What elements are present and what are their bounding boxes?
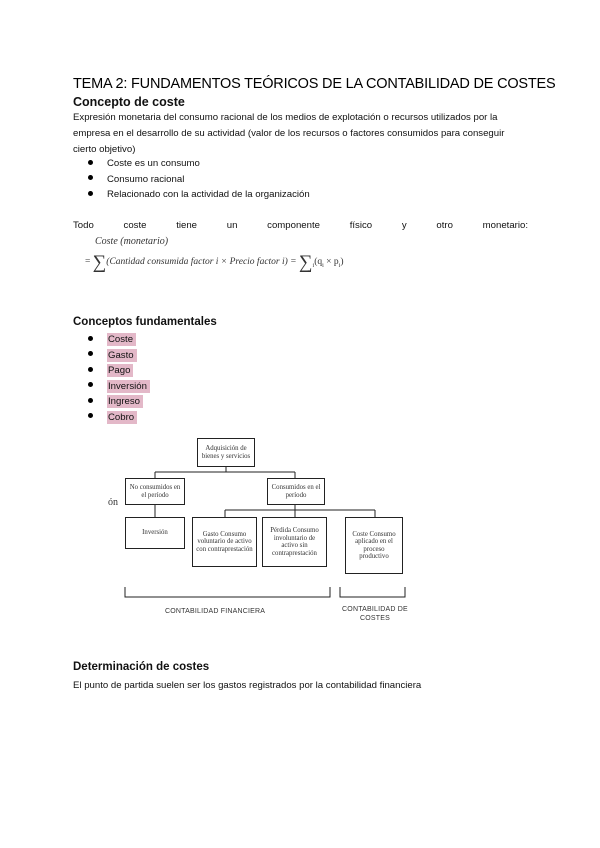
list-item: Relacionado con la actividad de la organización (88, 187, 310, 203)
sigma-icon: ∑ (92, 252, 107, 273)
list-item: Inversión (88, 379, 150, 395)
diagram-box-coste: Coste Consumo aplicado en el proceso productivo (345, 517, 403, 574)
diagram-box-adquisicion: Adquisición de bienes y servicios (197, 438, 255, 467)
concepto-bullets (88, 156, 310, 203)
bullet-icon (88, 382, 93, 387)
fundamentales-heading: Conceptos fundamentales (73, 316, 217, 328)
formula-line2: = ∑(Cantidad consumida factor i × Precio factor $i) = \sum_i(q_i \times p_i)$ (85, 252, 344, 273)
cost-diagram (100, 435, 420, 635)
bullet-icon (88, 413, 93, 418)
word: monetario: (482, 220, 528, 231)
word: otro (436, 220, 453, 231)
diagram-box-consumidos: Consumidos en el período (267, 478, 325, 505)
todo-coste-line (73, 220, 528, 231)
fundamentales-list (88, 332, 150, 425)
label-contabilidad-costes: CONTABILIDAD DE COSTES (342, 606, 408, 622)
diagram-box-gasto: Gasto Consumo voluntario de activo con contraprestación (192, 517, 257, 567)
list-item: Gasto (88, 348, 150, 364)
bullet-icon (88, 191, 93, 196)
word: coste (123, 220, 147, 231)
word: físico (349, 220, 373, 231)
bullet-icon (88, 398, 93, 403)
concepto-paragraph (73, 110, 528, 158)
determinacion-text: El punto de partida suelen ser los gastos registrados por la contabilidad financiera (73, 680, 422, 691)
word: componente (267, 220, 320, 231)
concepto-heading: Concepto de coste (73, 95, 185, 109)
sigma-icon: ∑ (298, 252, 313, 273)
word: y (401, 220, 407, 231)
word: tiene (176, 220, 198, 231)
bullet-icon (88, 367, 93, 372)
bullet-icon (88, 175, 93, 180)
word: Todo (73, 220, 94, 231)
diagram-box-perdida: Pérdida Consumo involuntario de activo sin contraprestación (262, 517, 327, 567)
formula-line1: Coste (monetario) (95, 236, 169, 247)
page-title: TEMA 2: FUNDAMENTOS TEÓRICOS DE LA CONTABILIDAD DE COSTES (73, 76, 556, 92)
bullet-icon (88, 351, 93, 356)
diagram-box-inversion: Inversión (125, 517, 185, 549)
bullet-icon (88, 160, 93, 165)
list-item: Pago (88, 363, 150, 379)
cost-formula (85, 236, 343, 274)
list-item: Ingreso (88, 394, 150, 410)
diagram-box-no-consumidos: No consumidos en el período (125, 478, 185, 505)
list-item: Consumo racional (88, 172, 310, 188)
concepto-line: cierto objetivo) (73, 144, 136, 155)
determinacion-heading: Determinación de costes (73, 661, 210, 673)
word: un (226, 220, 238, 231)
bullet-icon (88, 336, 93, 341)
list-item: Coste (88, 332, 150, 348)
list-item: Coste es un consumo (88, 156, 310, 172)
list-item: Cobro (88, 410, 150, 426)
side-fragment: ón (108, 497, 118, 508)
label-contabilidad-financiera: CONTABILIDAD FINANCIERA (165, 608, 266, 615)
concepto-line: Expresión monetaria del consumo racional de los medios de explotación o recursos utilizados por la (73, 112, 498, 123)
concepto-line: empresa en el desarrollo de su actividad (valor de los recursos o factores consumidos para conseguir (73, 128, 505, 139)
